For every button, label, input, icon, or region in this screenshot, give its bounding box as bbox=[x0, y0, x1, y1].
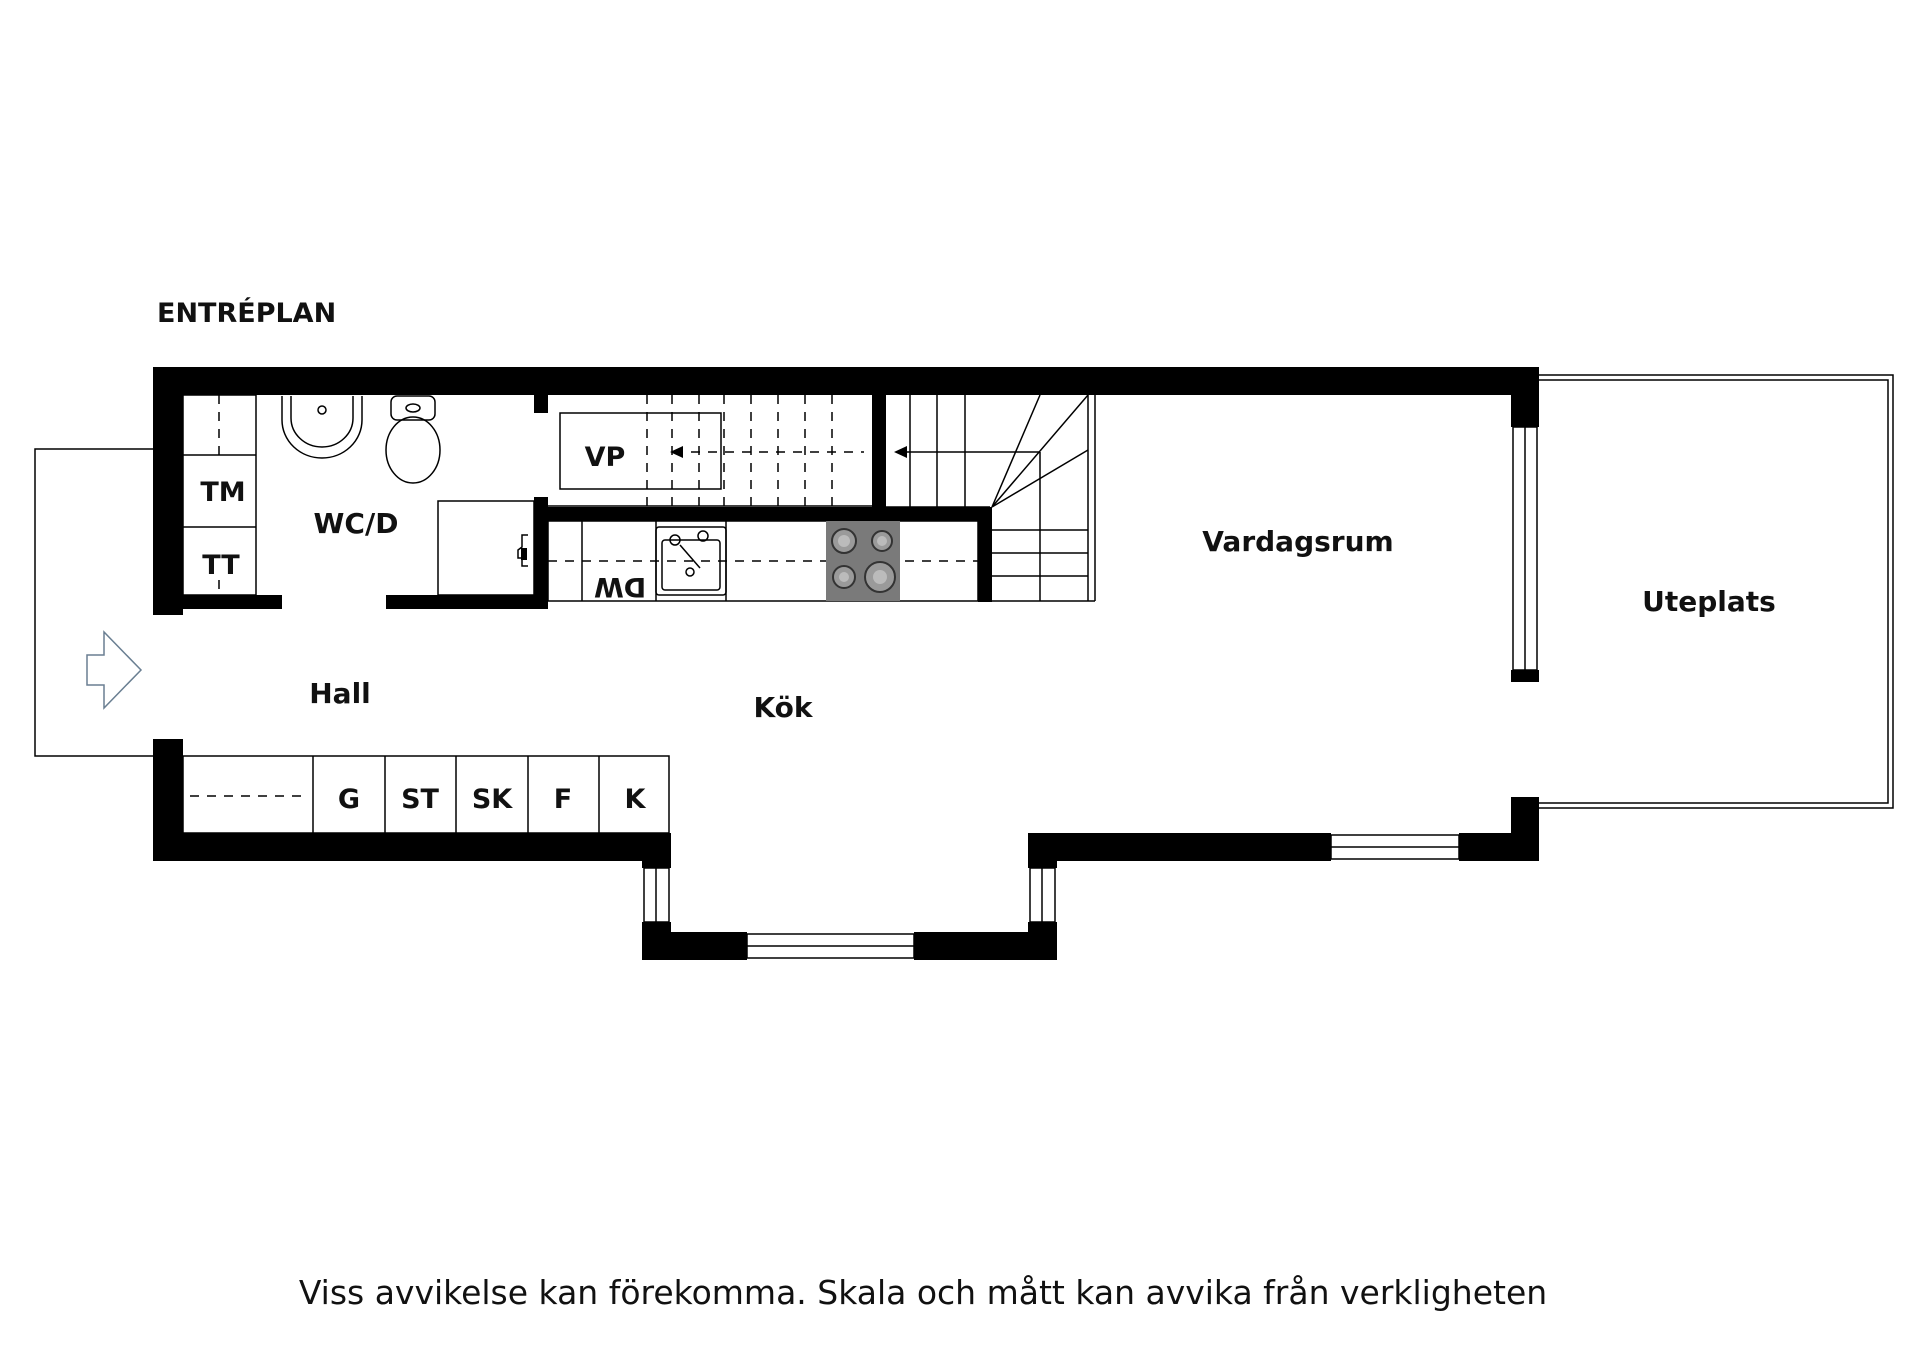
room-label-wc: WC/D bbox=[313, 507, 399, 540]
heat-pump-label: VP bbox=[584, 442, 626, 473]
wardrobe-label-sk: SK bbox=[471, 784, 513, 815]
room-label-kok: Kök bbox=[753, 691, 813, 724]
entrance-arrow-icon bbox=[87, 632, 141, 708]
wardrobe-label-k: K bbox=[624, 784, 646, 815]
shower-icon bbox=[438, 501, 534, 595]
exterior-walls bbox=[153, 367, 1539, 960]
stairs-arrow-icon bbox=[894, 446, 907, 458]
room-label-hall: Hall bbox=[309, 677, 371, 710]
wardrobe-label-g: G bbox=[337, 784, 361, 815]
window-bay-left bbox=[644, 868, 669, 922]
toilet-icon bbox=[386, 396, 440, 483]
window-right bbox=[1513, 427, 1537, 670]
entrance-step bbox=[35, 449, 154, 756]
wardrobe-label-f: F bbox=[553, 784, 573, 815]
disclaimer-text: Viss avvikelse kan förekomma. Skala och mått kan avvika från verkligheten bbox=[298, 1273, 1548, 1312]
floor-title: ENTRÉPLAN bbox=[157, 298, 337, 329]
washing-machine-label: TM bbox=[200, 477, 246, 508]
wardrobe-label-st: ST bbox=[401, 784, 439, 815]
hob-icon bbox=[826, 521, 900, 601]
dishwasher-label: DW bbox=[593, 571, 647, 602]
room-label-vardagsrum: Vardagsrum bbox=[1202, 525, 1394, 558]
tumble-dryer-label: TT bbox=[202, 550, 240, 581]
window-bottom-right bbox=[1331, 835, 1459, 859]
staircase bbox=[548, 395, 1095, 601]
window-bay-bottom bbox=[747, 934, 914, 958]
room-label-uteplats: Uteplats bbox=[1642, 585, 1776, 618]
sink-icon bbox=[282, 396, 362, 458]
window-bay-right bbox=[1030, 868, 1055, 922]
